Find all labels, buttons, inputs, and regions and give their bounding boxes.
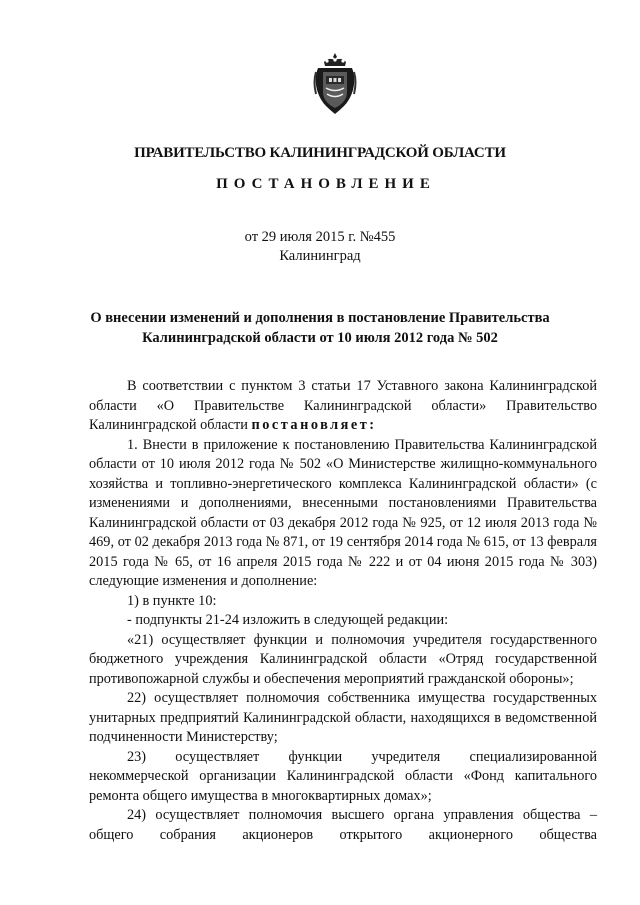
government-title: ПРАВИТЕЛЬСТВО КАЛИНИНГРАДСКОЙ ОБЛАСТИ	[134, 145, 506, 161]
paragraph-preamble	[89, 377, 597, 436]
document-type: ПОСТАНОВЛЕНИЕ	[216, 176, 436, 192]
paragraph-item-1: 1) в пункте 10:	[127, 592, 217, 609]
paragraph-23: 23) осуществляет функции учредителя специализированной некоммерческой организации Калининградской области «Фонд капитального ремонта общего имущества в многоквартирных домах»;	[89, 748, 597, 804]
coat-of-arms-emblem	[312, 52, 358, 116]
document-city: Калининград	[279, 248, 361, 264]
resolves-word: постановляет:	[251, 417, 377, 433]
paragraph-21: «21) осуществляет функции и полномочия учредителя государственного бюджетного учреждения Калининградской области «Отряд государственной противопожарной службы и обеспечения мероприятий гражданской обороны»;	[89, 631, 597, 687]
paragraph-1: 1. Внести в приложение к постановлению Правительства Калининградской области от 10 июля 2012 года № 502 «О Министерстве жилищно-коммунального хозяйства и топливно-энергетического комплекса Калининградской области» (с изменениями и дополнениями, внесенными постановлениями Правительства Калининградской области от 03 декабря 2012 года № 925, от 12 июля 2013 года № 469, от 02 декабря 2013 года № 871, от 19 сентября 2014 года № 615, от 13 февраля 2015 года № 65, от 16 апреля 2015 года № 222 и от 04 июня 2015 года № 303) следующие изменения и дополнение:	[89, 436, 597, 589]
preamble-text: В соответствии с пунктом 3 статьи 17 Уставного закона Калининградской области «О Правительстве Калининградской области» Правительство Калининградской области	[89, 378, 597, 433]
paragraph-22: 22) осуществляет полномочия собственника имущества государственных унитарных предприятий Калининградской области, находящихся в ведомственной подчиненности Министерству;	[89, 690, 597, 745]
paragraph-subitems: - подпункты 21-24 изложить в следующей редакции:	[127, 612, 449, 628]
document-subject	[0, 308, 640, 348]
paragraph-24: 24) осуществляет полномочия высшего органа управления общества – общего собрания акционеров открытого акционерного общества	[89, 807, 597, 843]
document-date-number: от 29 июля 2015 г. №455	[244, 229, 396, 245]
subject-line-1: О внесении изменений и дополнения в постановление Правительства	[90, 310, 550, 326]
document-body	[89, 377, 597, 845]
subject-line-2: Калининградской области от 10 июля 2012 года № 502	[142, 330, 498, 346]
